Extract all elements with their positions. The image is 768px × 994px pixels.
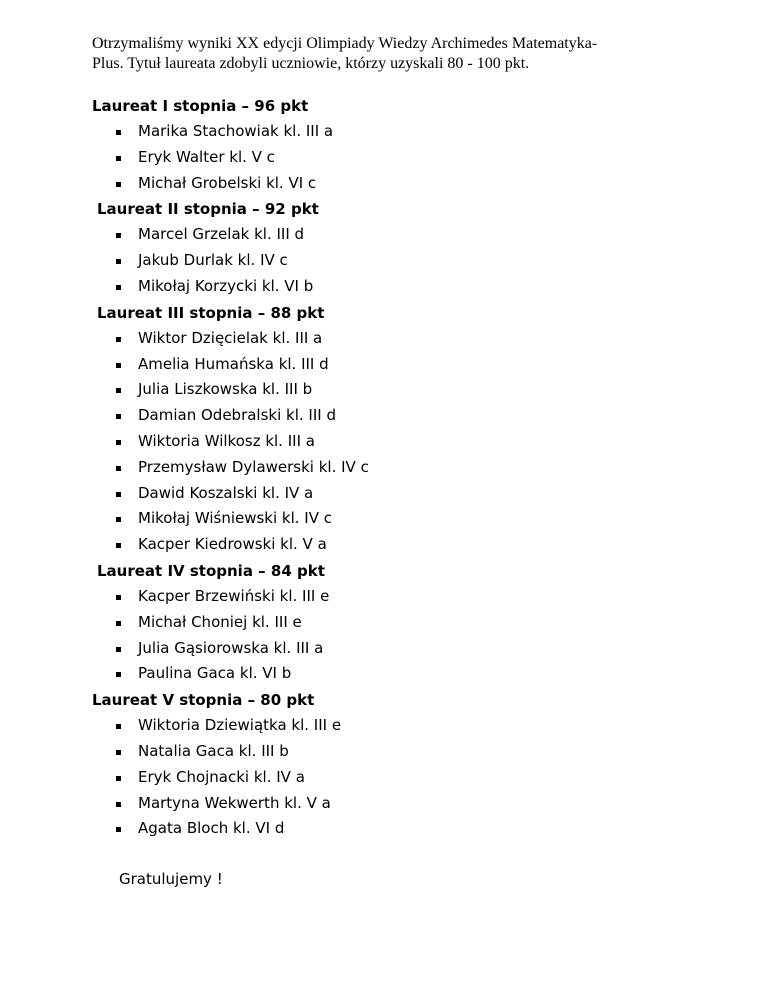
student-name: Mikołaj Korzycki kl. VI b: [138, 276, 314, 295]
list-item: [0, 403, 768, 429]
list-item: [0, 506, 768, 532]
list-item: [0, 713, 768, 739]
section-heading: Laureat V stopnia – 80 pkt: [92, 691, 315, 710]
list-item: [0, 222, 768, 248]
square-bullet-icon: [116, 776, 121, 781]
section-laureat-2: [0, 196, 768, 299]
square-bullet-icon: [116, 647, 121, 652]
list-item: [0, 248, 768, 274]
intro-line-1: Otrzymaliśmy wyniki XX edycji Olimpiady Wiedzy Archimedes Matematyka-: [92, 35, 598, 52]
square-bullet-icon: [116, 259, 121, 264]
student-name: Julia Gąsiorowska kl. III a: [138, 638, 324, 657]
section-heading: Laureat I stopnia – 96 pkt: [92, 97, 309, 115]
square-bullet-icon: [116, 285, 121, 290]
student-name: Martyna Wekwerth kl. V a: [138, 793, 331, 812]
square-bullet-icon: [116, 130, 121, 135]
square-bullet-icon: [116, 672, 121, 677]
student-name: Eryk Chojnacki kl. IV a: [138, 767, 305, 786]
student-name: Marika Stachowiak kl. III a: [138, 122, 334, 140]
list-item: [0, 171, 768, 197]
student-name: Paulina Gaca kl. VI b: [138, 664, 292, 683]
student-name: Mikołaj Wiśniewski kl. IV c: [138, 509, 333, 528]
student-name: Kacper Kiedrowski kl. V a: [138, 535, 327, 554]
student-name: Damian Odebralski kl. III d: [138, 406, 336, 425]
square-bullet-icon: [116, 233, 121, 238]
student-name: Natalia Gaca kl. III b: [138, 741, 289, 760]
section-laureat-1: [0, 93, 768, 196]
square-bullet-icon: [116, 388, 121, 393]
student-name: Kacper Brzewiński kl. III e: [138, 586, 330, 605]
square-bullet-icon: [116, 414, 121, 419]
student-name: Wiktor Dzięcielak kl. III a: [138, 328, 323, 347]
student-name: Wiktoria Dziewiątka kl. III e: [138, 716, 342, 735]
list-item: [0, 481, 768, 507]
student-list: [0, 119, 768, 196]
square-bullet-icon: [116, 802, 121, 807]
section-laureat-4: [0, 558, 768, 687]
square-bullet-icon: [116, 156, 121, 161]
list-item: [0, 532, 768, 558]
list-item: [0, 119, 768, 145]
square-bullet-icon: [116, 337, 121, 342]
section-heading: Laureat III stopnia – 88 pkt: [97, 303, 325, 322]
list-item: [0, 352, 768, 378]
square-bullet-icon: [116, 517, 121, 522]
student-name: Jakub Durlak kl. IV c: [138, 251, 288, 270]
student-name: Amelia Humańska kl. III d: [138, 354, 329, 373]
student-name: Przemysław Dylawerski kl. IV c: [138, 457, 369, 476]
square-bullet-icon: [116, 543, 121, 548]
list-item: [0, 429, 768, 455]
student-name: Dawid Koszalski kl. IV a: [138, 483, 314, 502]
student-name: Julia Liszkowska kl. III b: [138, 380, 313, 399]
square-bullet-icon: [116, 492, 121, 497]
square-bullet-icon: [116, 621, 121, 626]
list-item: [0, 455, 768, 481]
student-list: [0, 326, 768, 558]
list-item: [0, 636, 768, 662]
list-item: [0, 377, 768, 403]
square-bullet-icon: [116, 595, 121, 600]
square-bullet-icon: [116, 466, 121, 471]
square-bullet-icon: [116, 363, 121, 368]
intro-paragraph: [92, 34, 692, 74]
section-laureat-3: [0, 300, 768, 558]
student-list: [0, 713, 768, 842]
student-list: [0, 584, 768, 687]
list-item: [0, 584, 768, 610]
square-bullet-icon: [116, 724, 121, 729]
student-name: Michał Grobelski kl. VI c: [138, 173, 317, 192]
student-name: Michał Choniej kl. III e: [138, 612, 302, 631]
list-item: [0, 791, 768, 817]
square-bullet-icon: [116, 750, 121, 755]
student-name: Eryk Walter kl. V c: [138, 147, 275, 166]
list-item: [0, 145, 768, 171]
list-item: [0, 326, 768, 352]
student-list: [0, 222, 768, 299]
student-name: Marcel Grzelak kl. III d: [138, 225, 305, 244]
closing-text: Gratulujemy !: [119, 870, 223, 888]
student-name: Wiktoria Wilkosz kl. III a: [138, 431, 315, 450]
section-laureat-5: [0, 687, 768, 842]
laureates-list: [0, 93, 768, 842]
list-item: [0, 765, 768, 791]
list-item: [0, 816, 768, 842]
list-item: [0, 661, 768, 687]
list-item: [0, 274, 768, 300]
section-heading: Laureat II stopnia – 92 pkt: [97, 200, 319, 219]
list-item: [0, 610, 768, 636]
intro-line-2: Plus. Tytuł laureata zdobyli uczniowie, którzy uzyskali 80 - 100 pkt.: [92, 55, 530, 72]
square-bullet-icon: [116, 182, 121, 187]
student-name: Agata Bloch kl. VI d: [138, 819, 285, 838]
list-item: [0, 739, 768, 765]
square-bullet-icon: [116, 827, 121, 832]
section-heading: Laureat IV stopnia – 84 pkt: [97, 561, 325, 580]
square-bullet-icon: [116, 440, 121, 445]
